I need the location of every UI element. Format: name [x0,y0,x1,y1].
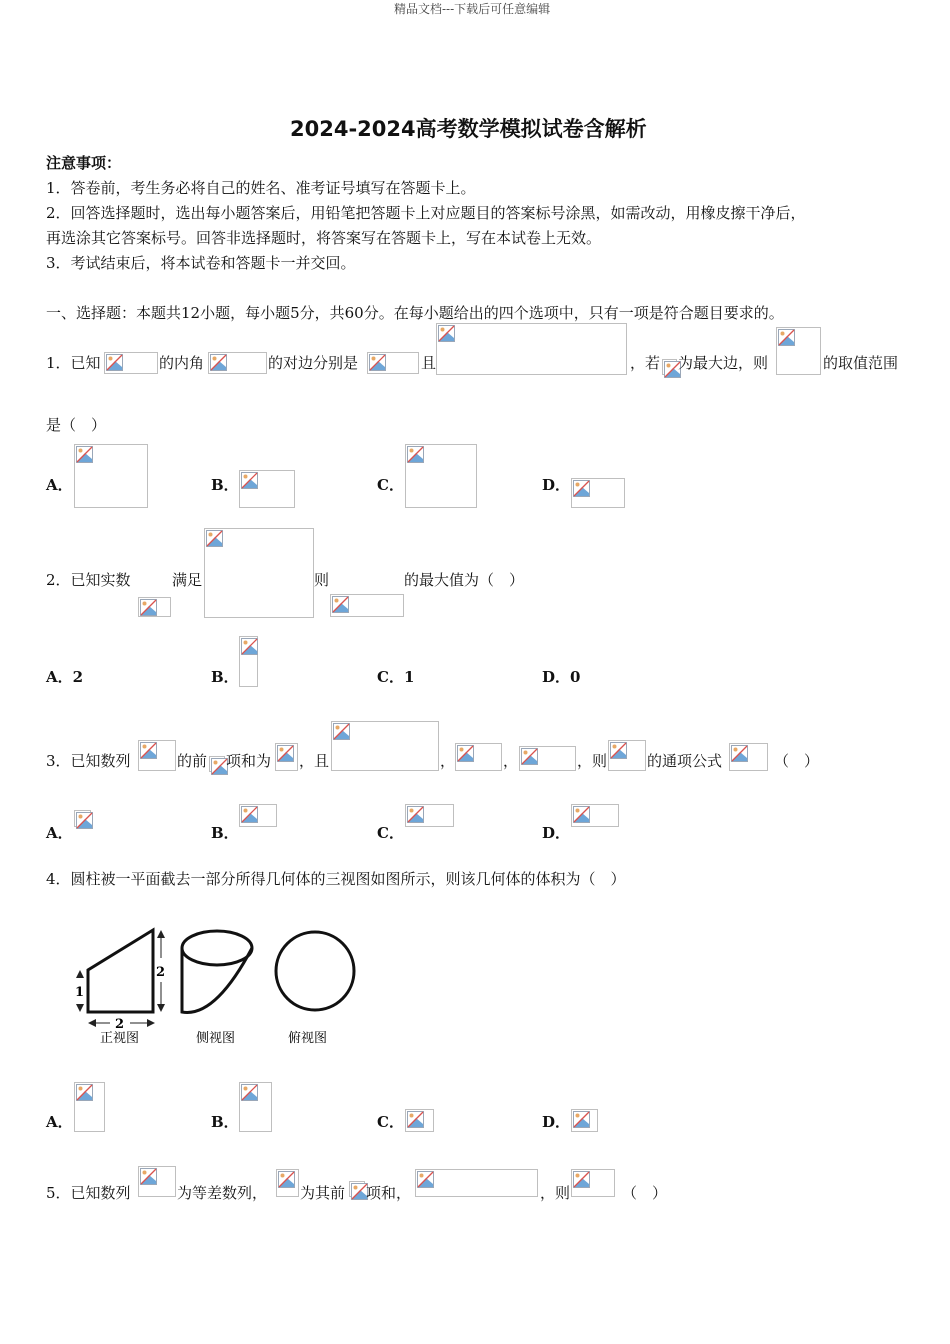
top-view-shape [276,932,354,1010]
broken-image-icon [778,329,795,346]
broken-image-icon [407,806,424,823]
q2-text-3: 则 [314,571,330,589]
broken-image-icon [206,530,223,547]
broken-image-icon [457,745,474,762]
broken-image-icon [407,446,424,463]
q5-text-1: 5．已知数列 [46,1184,131,1202]
broken-image-icon [140,1168,157,1185]
broken-image-icon [241,806,258,823]
q1-text-2: 的内角 [159,354,205,372]
q1-text-4: 且 [421,354,437,372]
formula-image [367,352,419,374]
formula-image [104,352,158,374]
formula-image [138,740,176,771]
q4-option-c: C． [377,1113,404,1131]
broken-image-icon [573,480,590,497]
q1-text-5: ，若 [630,354,661,372]
q3-text-2: 的前 [177,752,208,770]
formula-image [405,444,477,508]
formula-image [405,1109,434,1132]
broken-image-icon [106,354,123,371]
formula-image [275,743,298,771]
broken-image-icon [438,325,455,342]
formula-image [239,470,295,508]
broken-image-icon [76,446,93,463]
formula-image [138,1166,176,1197]
broken-image-icon [76,812,93,829]
formula-image [330,594,404,617]
page-title: 2024-2024高考数学模拟试卷含解析 [290,117,647,141]
formula-image [415,1169,538,1197]
formula-image [455,743,502,771]
formula-image [74,810,91,827]
front-view-shape [88,930,153,1012]
broken-image-icon [140,599,157,616]
formula-image [138,597,171,617]
q3-text-4: ，且 [299,752,330,770]
q5-text-4: 项和， [366,1184,412,1202]
q4-option-b: B． [211,1113,239,1131]
formula-image [239,636,258,687]
notice-heading: 注意事项： [46,154,122,172]
q3-option-b: B． [211,824,239,842]
formula-image [571,1109,598,1132]
dim-label-1: 1 [75,985,85,1000]
q3-option-d: D． [542,824,571,842]
top-view-label: 俯视图 [288,1031,328,1046]
formula-image [662,359,677,375]
q1-text-1: 1．已知 [46,354,101,372]
formula-image [519,746,576,771]
formula-image [349,1181,365,1197]
q1-option-b: B． [211,476,239,494]
broken-image-icon [241,1084,258,1101]
broken-image-icon [333,723,350,740]
broken-image-icon [573,1111,590,1128]
dim-label-2-width: 2 [115,1017,125,1032]
formula-image [571,1169,615,1197]
q3-text-9: （ ） [774,752,820,770]
q2-option-a: A．2 [46,668,84,686]
broken-image-icon [332,596,349,613]
formula-image [405,804,454,827]
notice-item: 1．答卷前，考生务必将自己的姓名、准考证号填写在答题卡上。 [46,179,476,197]
q3-option-c: C． [377,824,404,842]
formula-image [239,1082,272,1132]
q3-text-7: ，则 [577,752,608,770]
dim-label-2-height: 2 [156,965,166,980]
formula-image [608,740,646,771]
broken-image-icon [573,806,590,823]
broken-image-icon [573,1171,590,1188]
q3-text-8: 的通项公式 [647,752,723,770]
notice-item: 2．回答选择题时，选出每小题答案后，用铅笔把答题卡上对应题目的答案标号涂黑，如需改动，用橡皮擦干净后， [46,204,806,222]
broken-image-icon [610,742,627,759]
formula-image [331,721,439,771]
broken-image-icon [241,472,258,489]
q3-text-3: 项和为 [226,752,272,770]
q1-option-a: A． [46,476,73,494]
q1-text-8: 是（ ） [46,416,107,434]
formula-image [571,804,619,827]
q2-option-b: B． [211,668,239,686]
q2-text-2: 满足 [172,571,203,589]
formula-image [571,478,625,508]
formula-image [74,444,148,508]
q4-text: 4．圆柱被一平面截去一部分所得几何体的三视图如图所示，则该几何体的体积为（ ） [46,870,626,888]
broken-image-icon [241,638,258,655]
q5-text-5: ，则 [540,1184,571,1202]
formula-image [436,323,627,375]
q2-text-4: 的最大值为（ ） [404,571,525,589]
broken-image-icon [210,354,227,371]
broken-image-icon [278,1171,295,1188]
broken-image-icon [369,354,386,371]
q5-text-3: 为其前 [300,1184,346,1202]
formula-image [776,327,821,375]
q4-option-d: D． [542,1113,571,1131]
formula-image [74,1082,105,1132]
q1-text-7: 的取值范围 [823,354,899,372]
q1-option-c: C． [377,476,404,494]
q1-option-d: D． [542,476,571,494]
side-view-shape [182,948,252,1012]
section-heading: 一、选择题：本题共12小题，每小题5分，共60分。在每小题给出的四个选项中，只有一项是符合题目要求的。 [46,304,784,322]
q3-text-5: ， [440,752,456,770]
q3-text-1: 3．已知数列 [46,752,131,770]
formula-image [276,1169,299,1197]
q3-text-6: ， [503,752,519,770]
q3-option-a: A． [46,824,73,842]
q2-option-c: C．1 [377,668,415,686]
broken-image-icon [76,1084,93,1101]
page-header: 精品文档---下载后可任意编辑 [394,2,551,16]
broken-image-icon [521,748,538,765]
q5-text-6: （ ） [622,1184,668,1202]
front-view-label: 正视图 [100,1031,140,1046]
notice-item: 3．考试结束后，将本试卷和答题卡一并交回。 [46,254,356,272]
broken-image-icon [407,1111,424,1128]
formula-image [204,528,314,618]
broken-image-icon [140,742,157,759]
q2-text-1: 2．已知实数 [46,571,131,589]
q5-text-2: 为等差数列， [177,1184,268,1202]
formula-image [208,352,267,374]
broken-image-icon [417,1171,434,1188]
q1-text-6: 为最大边，则 [678,354,769,372]
side-view-label: 侧视图 [196,1031,236,1046]
formula-image [729,743,768,771]
q4-option-a: A． [46,1113,73,1131]
notice-item: 再选涂其它答案标号。回答非选择题时，将答案写在答题卡上，写在本试卷上无效。 [46,229,602,247]
broken-image-icon [731,745,748,762]
broken-image-icon [277,745,294,762]
formula-image [239,804,277,827]
formula-image [209,756,225,772]
three-view-figure [70,918,370,1053]
q2-option-d: D．0 [542,668,581,686]
q1-text-3: 的对边分别是 [268,354,359,372]
